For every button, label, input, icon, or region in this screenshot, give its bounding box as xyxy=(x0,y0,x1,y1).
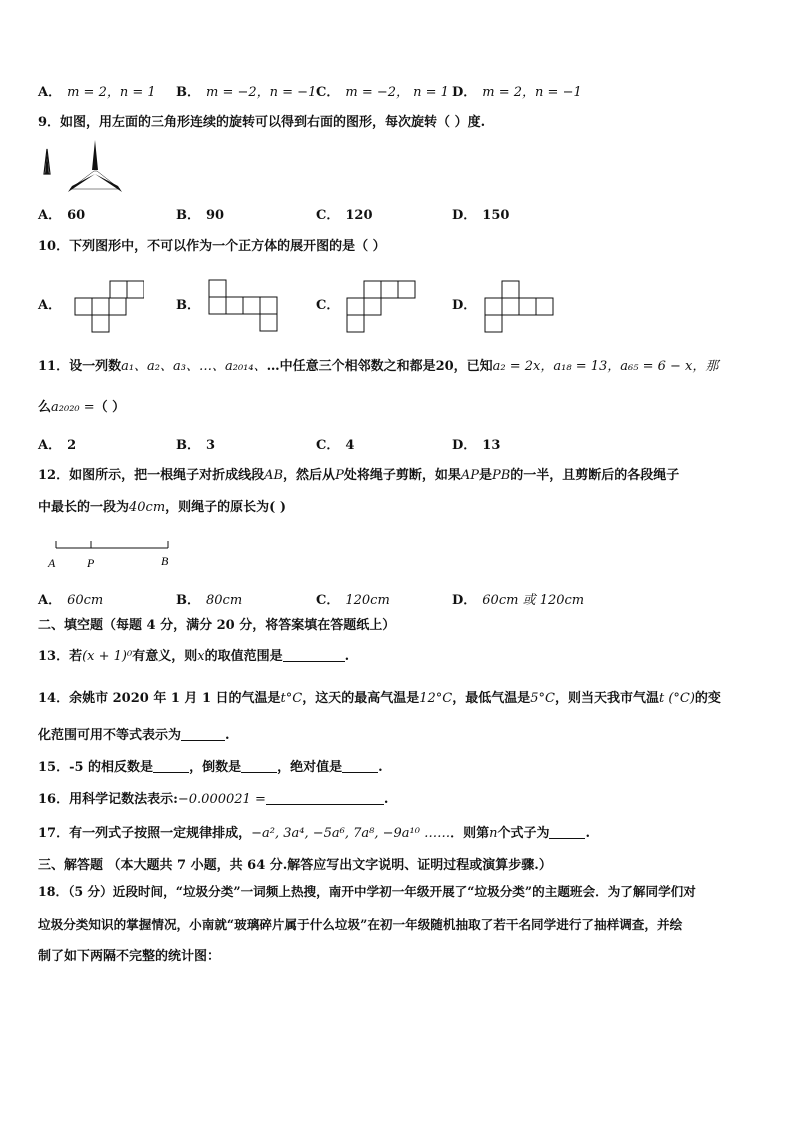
q12-option-c: C． 120cm xyxy=(316,593,390,608)
q9-option-a: A． 60 xyxy=(38,208,86,223)
point-b-label: B xyxy=(161,554,169,568)
q9-option-d: D． 150 xyxy=(452,208,510,223)
q12-option-b: B． 80cm xyxy=(176,593,243,608)
q16: 16．用科学记数法表示:−0.000021 = . xyxy=(38,792,389,807)
point-a-label: A xyxy=(48,556,56,570)
q14-answer-blank xyxy=(181,740,225,741)
q12-option-a: A． 60cm xyxy=(38,593,104,608)
q12-option-d: D． 60cm 或 120cm xyxy=(452,593,585,608)
q16-answer-blank xyxy=(266,804,384,805)
q17-answer-blank xyxy=(549,838,585,839)
q11-stem-line2: 么a₂₀₂₀ =（ ） xyxy=(38,400,126,415)
q15: 15．-5 的相反数是 ，倒数是 ，绝对值是 . xyxy=(38,760,383,775)
q15-blank-reciprocal xyxy=(241,772,277,773)
q10-option-d-label: D． xyxy=(452,298,477,313)
point-p-label: P xyxy=(87,556,95,570)
q11-option-d: D． 13 xyxy=(452,438,501,453)
q10-option-c-label: C． xyxy=(316,298,340,313)
q11-option-b: B． 3 xyxy=(176,438,216,453)
q18-line3: 制了如下两隔不完整的统计图： xyxy=(38,949,221,964)
q9-rotated-triangle-2 xyxy=(95,174,122,192)
q12-stem-line1: 12．如图所示，把一根绳子对折成线段AB，然后从P处将绳子剪断，如果AP是PB的一半，且剪断后的各段绳子 xyxy=(38,468,680,483)
q9-rotated-triangle-1 xyxy=(92,140,98,170)
q9-figure xyxy=(38,140,128,196)
q17: 17．有一列式子按照一定规律排成，−a², 3a⁴, −5a⁶, 7a⁸, −9a¹⁰ ……．则第n个式子为 . xyxy=(38,826,591,841)
q13-answer-blank xyxy=(283,661,345,662)
q15-blank-opposite xyxy=(153,772,189,773)
q11-stem-line1: 11．设一列数a₁、a₂、a₃、…、a₂₀₁₄、…中任意三个相邻数之和都是20，已知a₂ = 2x，a₁₈ = 13，a₆₅ = 6 − x，那 xyxy=(38,359,719,374)
q10-net-d xyxy=(484,279,556,335)
q12-stem-line2: 中最长的一段为40cm，则绳子的原长为( ) xyxy=(38,500,286,515)
q13: 13．若(x + 1)⁰有意义，则x的取值范围是 . xyxy=(38,649,350,664)
q11-option-a: A． 2 xyxy=(38,438,77,453)
q8-option-b: B． m = −2，n = −1 xyxy=(176,85,317,100)
q9-rotated-triangle-3 xyxy=(68,174,95,192)
q9-option-c: C． 120 xyxy=(316,208,373,223)
q10-net-a xyxy=(74,280,144,334)
q12-segment-figure xyxy=(46,536,186,572)
q10-net-b xyxy=(208,278,280,334)
q9-option-b: B． 90 xyxy=(176,208,225,223)
q8-option-d: D． m = 2，n = −1 xyxy=(452,85,582,100)
q14-line1: 14．余姚市 2020 年 1 月 1 日的气温是t°C，这天的最高气温是12°C，最低气温是5°C，则当天我市气温t (°C)的变 xyxy=(38,691,721,706)
section-2-heading: 二、填空题（每题 4 分，满分 20 分，将答案填在答题纸上） xyxy=(38,618,396,633)
q10-stem: 10．下列图形中，不可以作为一个正方体的展开图的是（ ） xyxy=(38,239,386,254)
q11-option-c: C． 4 xyxy=(316,438,355,453)
q15-blank-absolute xyxy=(342,772,378,773)
q8-option-a: A． m = 2，n = 1 xyxy=(38,85,156,100)
q18-line1: 18．（5 分）近段时间，“垃圾分类”一词频上热搜，南开中学初一年级开展了“垃圾分类”的主题班会．为了解同学们对 xyxy=(38,884,696,899)
q9-stem: 9．如图，用左面的三角形连续的旋转可以得到右面的图形，每次旋转（ ）度. xyxy=(38,115,486,130)
q18-line2: 垃圾分类知识的掌握情况，小南就“玻璃碎片属于什么垃圾”在初一年级随机抽取了若干名同学进行了抽样调查，并绘 xyxy=(38,917,683,932)
q10-option-a-label: A． xyxy=(38,298,62,313)
q8-option-c: C． m = −2， n = 1 xyxy=(316,85,449,100)
q10-option-b-label: B． xyxy=(176,298,200,313)
section-3-heading: 三、解答题 （本大题共 7 小题，共 64 分.解答应写出文字说明、证明过程或演算步骤.） xyxy=(38,858,552,873)
q10-net-c xyxy=(346,279,418,335)
q14-line2: 化范围可用不等式表示为 . xyxy=(38,728,230,743)
